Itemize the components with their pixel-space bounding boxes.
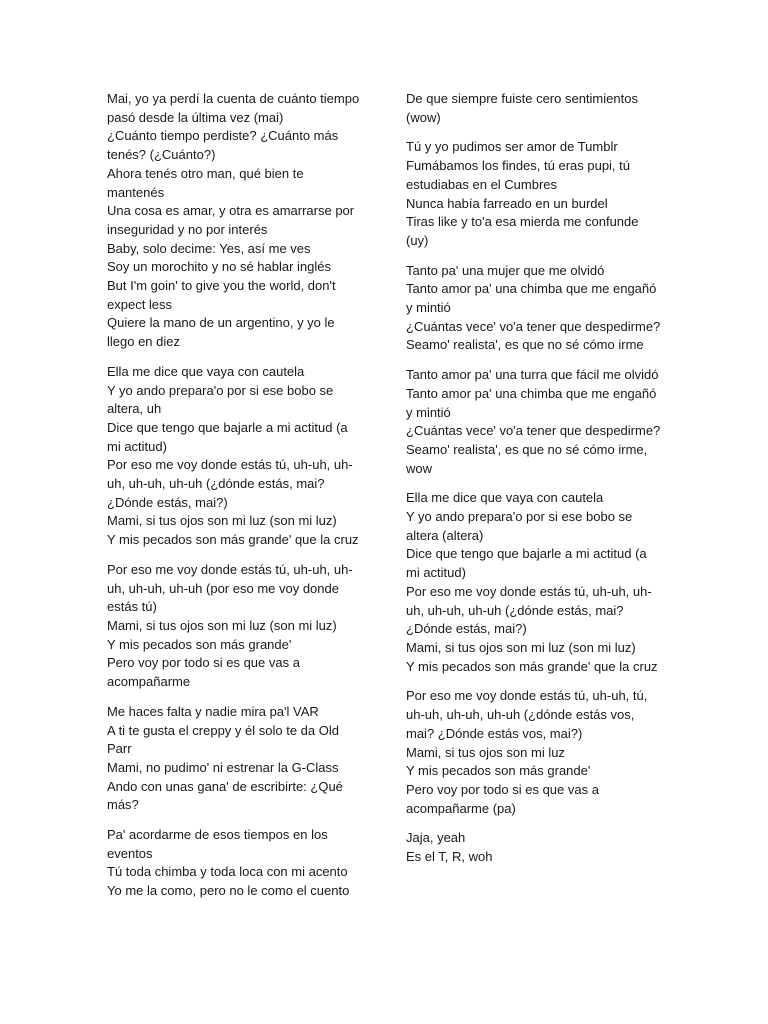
lyric-line: Seamo' realista', es que no sé cómo irme, wow [406, 441, 648, 476]
stanza [107, 826, 362, 901]
lyric-line: Por eso me voy donde estás tú, uh-uh, uh-uh, uh-uh, uh-uh (¿dónde estás, mai? ¿Dónde estás, mai?) [406, 583, 652, 637]
lyric-line: Yo me la como, pero no le como el cuento [107, 883, 350, 899]
lyric-line: ¿Cuántas vece' vo'a tener que despedirme? [406, 423, 661, 439]
right-column [406, 90, 661, 878]
lyric-line: Es el T, R, woh [406, 849, 493, 865]
lyric-line: Y mis pecados son más grande' que la cruz [406, 658, 658, 674]
lyric-line: Una cosa es amar, y otra es amarrarse por inseguridad y no por interés [107, 203, 355, 237]
stanza [406, 90, 661, 127]
stanza [107, 90, 362, 352]
lyric-line: De que siempre fuiste cero sentimientos (wow) [406, 91, 638, 125]
lyric-line: Mami, si tus ojos son mi luz (son mi luz) [107, 513, 337, 529]
lyric-line: Por eso me voy donde estás tú, uh-uh, uh-uh, uh-uh, uh-uh (por eso me voy donde estás tú) [107, 561, 353, 615]
lyric-line: Tiras like y to'a esa mierda me confunde (uy) [406, 214, 639, 248]
lyric-line: Tanto pa' una mujer que me olvidó [406, 262, 605, 278]
lyric-line: Mami, si tus ojos son mi luz (son mi luz) [107, 617, 337, 633]
stanza [406, 829, 661, 866]
lyric-line: Soy un morochito y no sé hablar inglés [107, 259, 332, 275]
lyric-line: Tanto amor pa' una turra que fácil me olvidó [406, 367, 659, 383]
stanza [107, 703, 362, 815]
lyric-line: Mami, si tus ojos son mi luz [406, 744, 565, 760]
lyric-line: Seamo' realista', es que no sé cómo irme [406, 337, 644, 353]
lyric-line: Pero voy por todo si es que vas a acompañarme (pa) [406, 781, 599, 816]
lyric-line: Ahora tenés otro man, qué bien te mantenés [107, 165, 304, 200]
lyric-line: Dice que tengo que bajarle a mi actitud (a mi actitud) [107, 419, 348, 454]
lyric-line: Tanto amor pa' una chimba que me engañó y mintió [406, 281, 657, 316]
stanza [107, 363, 362, 550]
lyric-line: Y mis pecados son más grande' [107, 636, 292, 652]
lyric-line: Mami, si tus ojos son mi luz (son mi luz) [406, 639, 636, 655]
left-column [107, 90, 362, 912]
lyric-line: ¿Cuántas vece' vo'a tener que despedirme? [406, 318, 661, 334]
lyric-line: Por eso me voy donde estás tú, uh-uh, uh-uh, uh-uh, uh-uh (¿dónde estás, mai? ¿Dónde estás, mai?) [107, 457, 353, 510]
lyric-line: Y mis pecados son más grande' [406, 763, 591, 779]
stanza [107, 561, 362, 692]
lyric-line: Y yo ando prepara'o por si ese bobo se altera (altera) [406, 509, 633, 543]
lyric-line: Fumábamos los findes, tú eras pupi, tú estudiabas en el Cumbres [406, 158, 631, 192]
lyric-line: Jaja, yeah [406, 830, 466, 846]
stanza [406, 262, 661, 356]
lyric-line: Tú toda chimba y toda loca con mi acento [107, 864, 348, 880]
stanza [406, 138, 661, 250]
lyric-line: Tanto amor pa' una chimba que me engañó y mintió [406, 385, 657, 420]
lyric-line: Ella me dice que vaya con cautela [107, 363, 305, 379]
lyric-line: Mami, no pudimo' ni estrenar la G-Class [107, 759, 339, 775]
lyric-line: Ella me dice que vaya con cautela [406, 490, 604, 506]
lyric-line: But I'm goin' to give you the world, don't expect less [107, 278, 336, 312]
lyric-line: Tú y yo pudimos ser amor de Tumblr [406, 139, 618, 155]
lyric-line: Ando con unas gana' de escribirte: ¿Qué más? [107, 778, 343, 813]
lyric-line: Me haces falta y nadie mira pa'l VAR [107, 703, 319, 719]
lyric-line: Baby, solo decime: Yes, así me ves [107, 240, 311, 256]
lyric-line: Nunca había farreado en un burdel [406, 195, 608, 211]
lyric-line: ¿Cuánto tiempo perdiste? ¿Cuánto más tenés? (¿Cuánto?) [107, 128, 339, 163]
lyric-line: Mai, yo ya perdí la cuenta de cuánto tiempo pasó desde la última vez (mai) [107, 91, 360, 125]
stanza [406, 489, 661, 676]
lyric-line: A ti te gusta el creppy y él solo te da Old Parr [107, 722, 339, 757]
lyric-line: Quiere la mano de un argentino, y yo le llego en diez [107, 315, 335, 350]
stanza [406, 687, 661, 818]
lyric-line: Pero voy por todo si es que vas a acompañarme [107, 655, 300, 690]
stanza [406, 366, 661, 478]
lyric-line: Pa' acordarme de esos tiempos en los eventos [107, 827, 328, 861]
lyric-line: Dice que tengo que bajarle a mi actitud (a mi actitud) [406, 546, 647, 581]
lyric-line: Por eso me voy donde estás tú, uh-uh, tú, uh-uh, uh-uh, uh-uh (¿dónde estás vos, mai? ¿Dónde estás vos, mai?) [406, 688, 648, 741]
lyric-line: Y mis pecados son más grande' que la cruz [107, 532, 359, 548]
lyric-line: Y yo ando prepara'o por si ese bobo se altera, uh [107, 382, 334, 417]
